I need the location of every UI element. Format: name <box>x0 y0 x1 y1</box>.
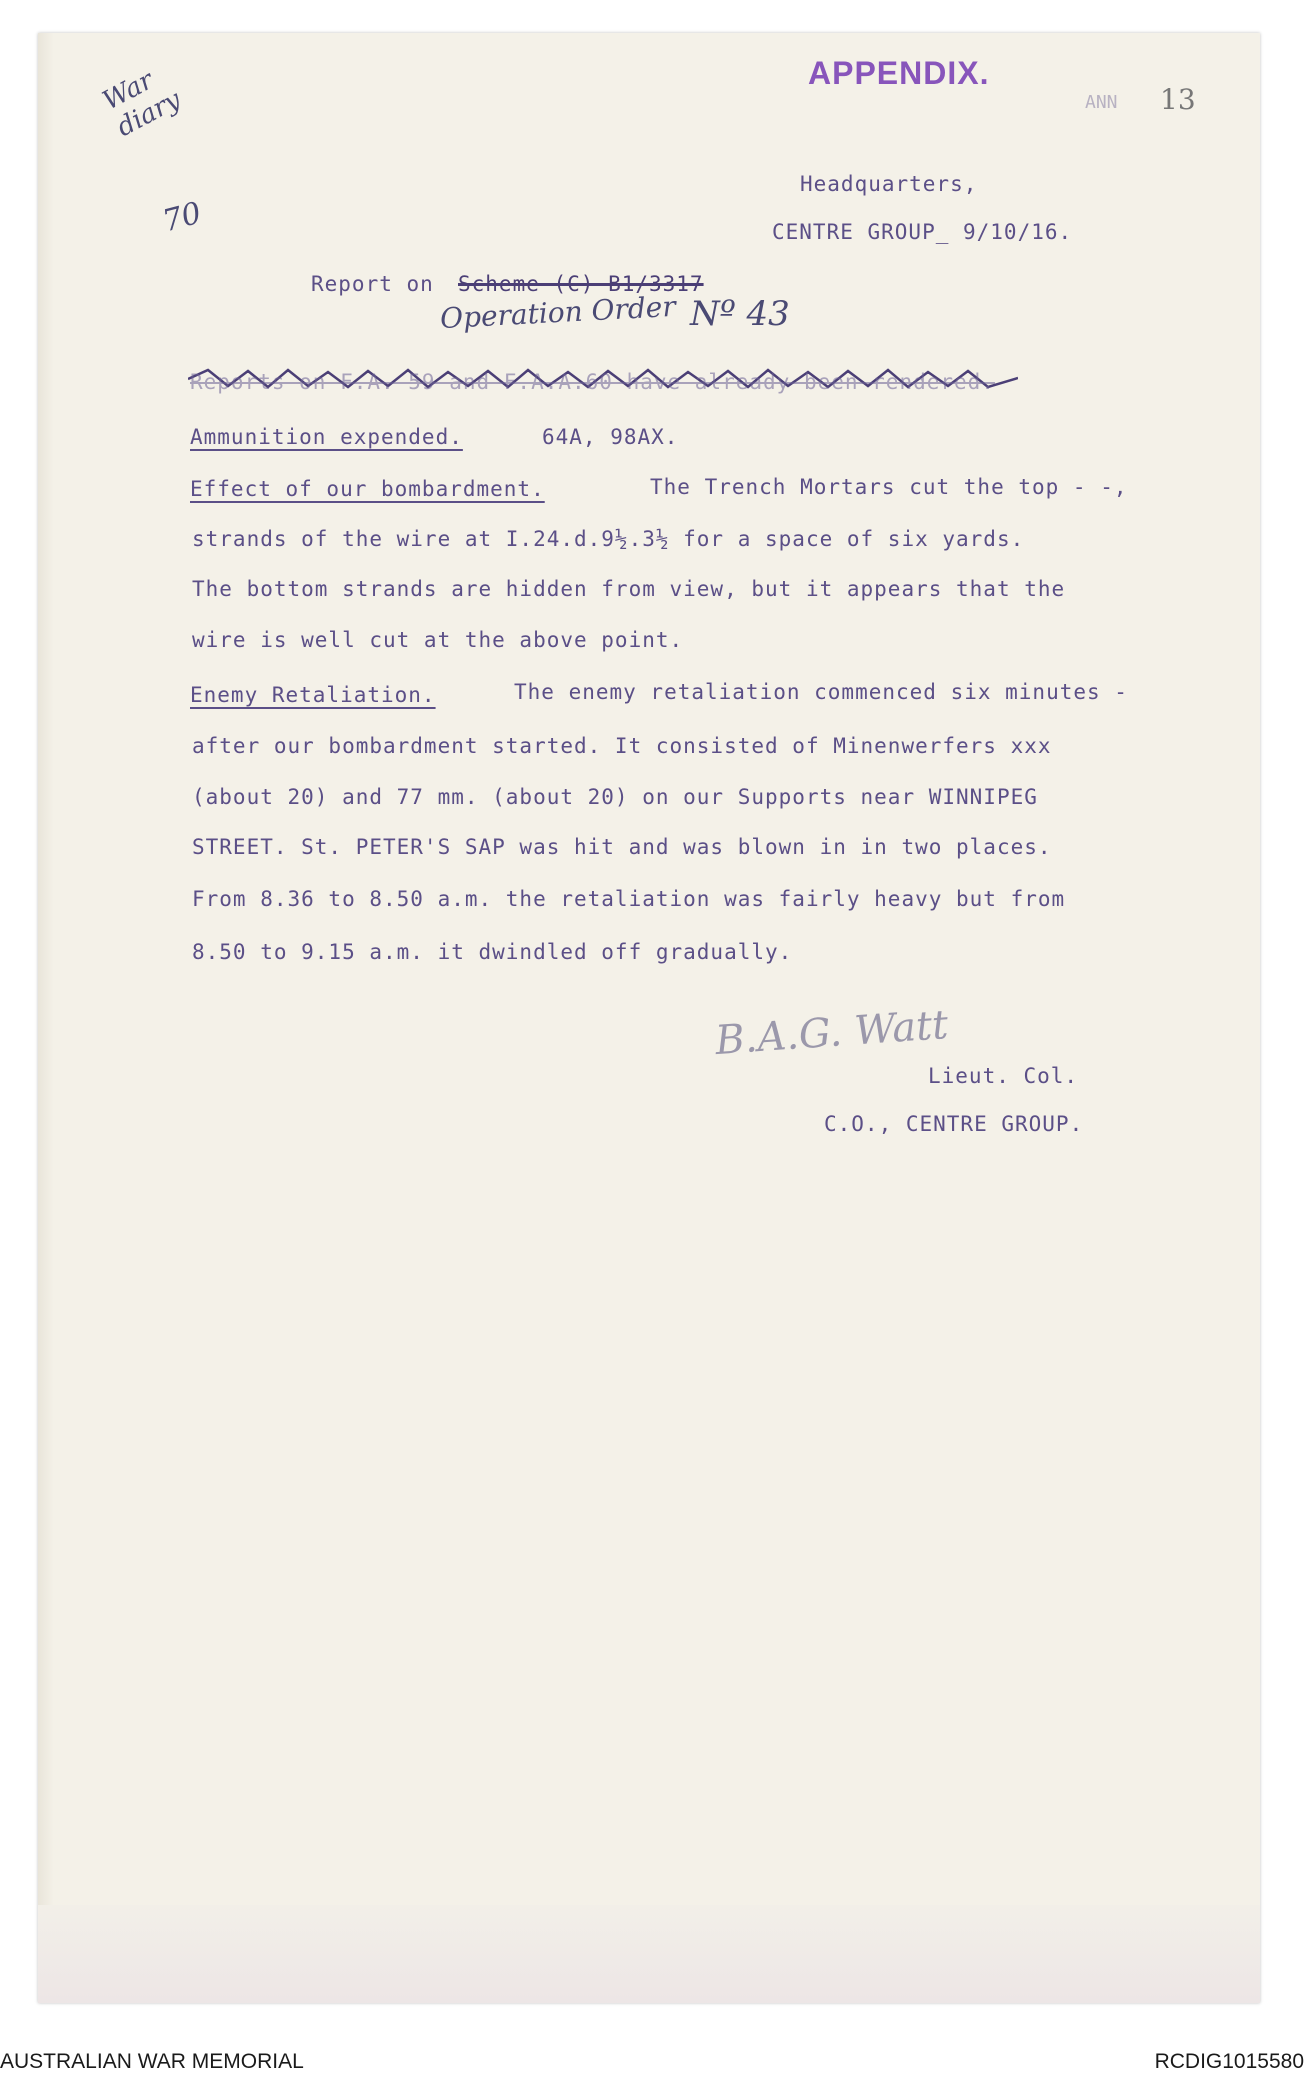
retaliation-line-6: 8.50 to 9.15 a.m. it dwindled off gradually. <box>192 940 793 964</box>
appendix-stamp: APPENDIX. <box>808 55 990 91</box>
paper-fold-shadow <box>38 33 54 2003</box>
footer-source: AUSTRALIAN WAR MEMORIAL <box>0 2050 304 2073</box>
margin-number: 70 <box>159 195 206 240</box>
retaliation-line-4: STREET. St. PETER'S SAP was hit and was blown in in two places. <box>192 835 1052 859</box>
signature-rank: Lieut. Col. <box>928 1064 1079 1088</box>
ammunition-value: 64A, 98AX. <box>542 425 679 449</box>
folio-faint-mark: ANN <box>1085 92 1118 113</box>
struck-line-text: Reports on F.A. 59 and F.A.A.60 have already been rendered. <box>190 370 995 394</box>
margin-note: War diary <box>98 65 186 143</box>
ammunition-heading: Ammunition expended. <box>190 425 463 449</box>
report-title: Report on <box>311 272 434 296</box>
header-centre-group-date: CENTRE GROUP_ 9/10/16. <box>772 220 1073 244</box>
retaliation-line-3: (about 20) and 77 mm. (about 20) on our Supports near WINNIPEG <box>192 785 1038 809</box>
document-sheet <box>38 33 1260 2003</box>
effect-line-3: The bottom strands are hidden from view, but it appears that the <box>192 577 1066 601</box>
effect-heading: Effect of our bombardment. <box>190 477 545 501</box>
report-order-number: Nº 43 <box>690 294 790 334</box>
folio-number: 13 <box>1160 83 1196 116</box>
retaliation-heading: Enemy Retaliation. <box>190 683 436 707</box>
retaliation-line-2: after our bombardment started. It consisted of Minenwerfers xxx <box>192 734 1052 758</box>
effect-line-4: wire is well cut at the above point. <box>192 628 684 652</box>
header-headquarters: Headquarters, <box>800 172 978 196</box>
retaliation-line-5: From 8.36 to 8.50 a.m. the retaliation was fairly heavy but from <box>192 887 1066 911</box>
footer-id: RCDIG1015580 <box>1154 2050 1304 2073</box>
report-struck-text: Scheme (C) B1/3317 <box>458 272 704 296</box>
effect-line-2: strands of the wire at I.24.d.9½.3½ for a space of six yards. <box>192 527 1025 551</box>
effect-line-1: The Trench Mortars cut the top - -, <box>650 475 1128 499</box>
report-handwritten-title: Operation Order <box>439 289 677 336</box>
signature-position: C.O., CENTRE GROUP. <box>824 1112 1084 1136</box>
paper-bottom-tint <box>38 1905 1260 2003</box>
retaliation-line-1: The enemy retaliation commenced six minutes - <box>514 680 1128 704</box>
signature: B.A.G. Watt <box>713 1001 950 1065</box>
